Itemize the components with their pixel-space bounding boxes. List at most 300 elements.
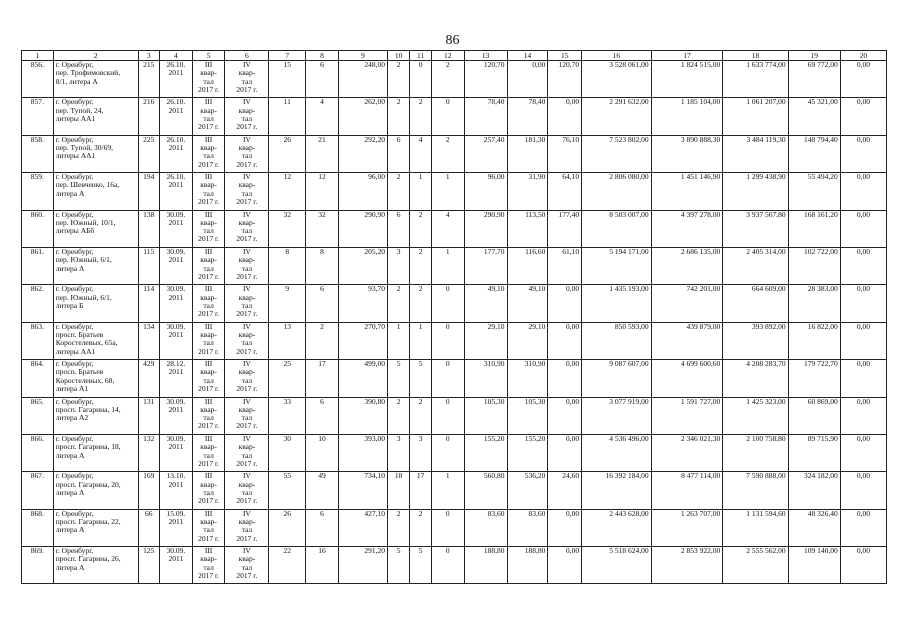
col-12-cell: 2 — [431, 135, 464, 172]
address-cell-line: пер. Южный, 6/1, — [55, 292, 112, 302]
date-cell — [160, 98, 193, 135]
col-3-cell: 225 — [138, 135, 159, 172]
quarter-start-cell-line: III — [204, 210, 213, 219]
quarter-end-cell-line: квар- — [238, 404, 256, 414]
quarter-end-cell-line: 2017 г. — [236, 533, 258, 543]
date-cell-line: 2011 — [168, 143, 184, 153]
quarter-end-cell — [225, 509, 269, 546]
row-number-cell: 862. — [22, 285, 54, 322]
row-number-cell: 860. — [22, 210, 54, 247]
col-13-cell: 290,90 — [464, 210, 507, 247]
quarter-end-cell-line: тал — [241, 487, 253, 497]
address-cell — [53, 509, 138, 546]
quarter-start-cell-line: III — [204, 434, 213, 443]
col-10-cell: 2 — [387, 173, 409, 210]
date-cell-line: 30.09. — [166, 284, 186, 294]
address-cell-line: Коростелевых, 68, — [55, 375, 115, 385]
table-row — [22, 61, 887, 98]
table-row — [22, 547, 887, 584]
quarter-start-cell-line: тал — [203, 263, 214, 273]
row-number-cell: 856. — [22, 61, 54, 98]
col-9-cell: 205,20 — [338, 247, 387, 284]
address-cell-line: пер. Тупой, 24, — [55, 105, 104, 115]
col-14-cell: 0,00 — [507, 61, 548, 98]
column-header-11: 11 — [410, 51, 431, 61]
table-row — [22, 210, 887, 247]
col-18-cell: 2 405 314,00 — [723, 247, 788, 284]
quarter-start-cell-line: III — [204, 284, 213, 294]
quarter-end-cell-line: 2017 г. — [236, 384, 258, 394]
col-13-cell: 310,90 — [464, 360, 507, 397]
col-9-cell: 427,10 — [338, 509, 387, 546]
quarter-start-cell — [192, 509, 225, 546]
quarter-start-cell — [192, 360, 225, 397]
address-cell-line: г. Оренбург, — [55, 172, 94, 182]
col-18-cell: 1 633 774,00 — [723, 61, 788, 98]
quarter-start-cell-line: квар- — [200, 330, 217, 340]
table-row — [22, 285, 887, 322]
table-row — [22, 472, 887, 509]
date-cell-line: 26.10. — [166, 135, 186, 144]
quarter-end-cell-line: IV — [242, 135, 251, 144]
date-cell — [160, 247, 193, 284]
col-16-cell: 16 392 184,00 — [582, 472, 652, 509]
col-10-cell: 2 — [387, 509, 409, 546]
date-cell-line: 30.09. — [166, 546, 186, 556]
quarter-start-cell-line: квар- — [200, 479, 217, 489]
col-14-cell: 83,60 — [507, 509, 548, 546]
date-cell-line: 2011 — [168, 180, 184, 190]
address-cell-line: просп. Гагарина, 18, — [55, 442, 121, 452]
column-header-14: 14 — [507, 51, 548, 61]
col-14-cell: 78,40 — [507, 98, 548, 135]
quarter-end-cell-line: 2017 г. — [236, 346, 258, 356]
col-14-cell: 188,80 — [507, 547, 548, 584]
quarter-start-cell — [192, 472, 225, 509]
address-cell-line: г. Оренбург, — [55, 135, 94, 144]
quarter-end-cell-line: 2017 г. — [236, 234, 258, 244]
address-cell-line: г. Оренбург, — [55, 210, 94, 219]
col-11-cell: 2 — [410, 98, 431, 135]
col-7-cell: 11 — [269, 98, 306, 135]
quarter-end-cell-line: IV — [242, 397, 251, 406]
address-cell — [53, 98, 138, 135]
quarter-start-cell — [192, 322, 225, 359]
quarter-start-cell-line: тал — [203, 151, 214, 161]
quarter-end-cell-line: тал — [241, 562, 253, 572]
col-17-cell: 439 879,00 — [651, 322, 723, 359]
quarter-start-cell-line: тал — [203, 525, 214, 535]
table-row — [22, 360, 887, 397]
col-19-cell: 324 182,00 — [788, 472, 840, 509]
col-8-cell: 49 — [306, 472, 339, 509]
quarter-start-cell-line: тал — [203, 487, 214, 497]
address-cell — [53, 210, 138, 247]
quarter-start-cell-line: квар- — [200, 105, 217, 115]
quarter-start-cell — [192, 547, 225, 584]
quarter-end-cell — [225, 434, 269, 471]
col-12-cell: 4 — [431, 210, 464, 247]
address-cell-line: литеры АА1 — [55, 113, 96, 123]
row-number-cell: 865. — [22, 397, 54, 434]
row-number-cell: 859. — [22, 173, 54, 210]
col-17-cell: 1 824 515,00 — [651, 61, 723, 98]
col-9-cell: 393,00 — [338, 434, 387, 471]
quarter-end-cell-line: IV — [242, 60, 251, 69]
col-13-cell: 188,80 — [464, 547, 507, 584]
col-15-cell: 0,00 — [548, 434, 582, 471]
quarter-end-cell-line: 2017 г. — [236, 421, 258, 431]
address-cell-line: г. Оренбург, — [55, 247, 94, 256]
col-13-cell: 49,10 — [464, 285, 507, 322]
col-12-cell: 2 — [431, 61, 464, 98]
date-cell-line: 2011 — [168, 68, 184, 78]
col-9-cell: 734,10 — [338, 472, 387, 509]
quarter-start-cell-line: 2017 г. — [198, 122, 220, 132]
address-cell-line: пер. Тупой, 30/69, — [55, 143, 113, 153]
col-15-cell: 0,00 — [548, 98, 582, 135]
col-18-cell: 1 061 207,00 — [723, 98, 788, 135]
row-number-cell: 866. — [22, 434, 54, 471]
quarter-end-cell-line: тал — [241, 450, 253, 460]
col-19-cell: 45 321,00 — [788, 98, 840, 135]
col-17-cell: 1 591 727,00 — [651, 397, 723, 434]
col-14-cell: 113,50 — [507, 210, 548, 247]
col-3-cell: 134 — [138, 322, 159, 359]
col-7-cell: 12 — [269, 173, 306, 210]
address-cell — [53, 247, 138, 284]
address-cell-line: литера А — [55, 562, 85, 572]
col-13-cell: 83,60 — [464, 509, 507, 546]
quarter-end-cell-line: 2017 г. — [236, 496, 258, 506]
quarter-end-cell-line: 2017 г. — [236, 159, 258, 169]
col-19-cell: 69 772,00 — [788, 61, 840, 98]
quarter-start-cell — [192, 397, 225, 434]
address-cell-line: г. Оренбург, — [55, 509, 94, 518]
col-17-cell: 1 185 104,00 — [651, 98, 723, 135]
quarter-end-cell-line: IV — [242, 471, 251, 481]
col-10-cell: 3 — [387, 247, 409, 284]
quarter-end-cell — [225, 397, 269, 434]
date-cell — [160, 285, 193, 322]
quarter-start-cell — [192, 61, 225, 98]
quarter-start-cell-line: 2017 г. — [198, 271, 220, 281]
column-header-2: 2 — [53, 51, 138, 61]
quarter-end-cell-line: тал — [241, 188, 253, 198]
col-17-cell: 4 397 278,00 — [651, 210, 723, 247]
quarter-end-cell-line: квар- — [238, 554, 256, 564]
quarter-end-cell-line: 2017 г. — [236, 271, 258, 281]
quarter-end-cell — [225, 210, 269, 247]
quarter-end-cell — [225, 173, 269, 210]
quarter-start-cell — [192, 135, 225, 172]
quarter-end-cell-line: квар- — [238, 442, 256, 452]
table-row — [22, 173, 887, 210]
col-11-cell: 2 — [410, 397, 431, 434]
col-17-cell: 742 201,00 — [651, 285, 723, 322]
quarter-start-cell-line: квар- — [200, 255, 217, 265]
col-13-cell: 257,40 — [464, 135, 507, 172]
col-8-cell: 2 — [306, 322, 339, 359]
quarter-end-cell-line: тал — [241, 151, 253, 161]
col-12-cell: 0 — [431, 322, 464, 359]
address-cell — [53, 61, 138, 98]
date-cell-line: 2011 — [168, 479, 184, 489]
col-7-cell: 55 — [269, 472, 306, 509]
col-8-cell: 21 — [306, 135, 339, 172]
table-row — [22, 98, 887, 135]
column-header-17: 17 — [651, 51, 723, 61]
col-17-cell: 2 346 021,30 — [651, 434, 723, 471]
address-cell-line: г. Оренбург, — [55, 434, 94, 443]
col-16-cell: 1 435 193,00 — [582, 285, 652, 322]
col-13-cell: 78,40 — [464, 98, 507, 135]
col-7-cell: 26 — [269, 509, 306, 546]
quarter-start-cell-line: 2017 г. — [198, 421, 220, 431]
address-cell-line: г. Оренбург, — [55, 471, 94, 481]
col-18-cell: 1 425 323,00 — [723, 397, 788, 434]
quarter-end-cell-line: IV — [242, 210, 251, 219]
col-12-cell: 1 — [431, 472, 464, 509]
quarter-start-cell-line: 2017 г. — [198, 384, 220, 394]
col-13-cell: 29,10 — [464, 322, 507, 359]
col-15-cell: 0,00 — [548, 322, 582, 359]
quarter-start-cell-line: квар- — [200, 180, 217, 190]
col-3-cell: 125 — [138, 547, 159, 584]
date-cell — [160, 509, 193, 546]
row-number-cell: 857. — [22, 98, 54, 135]
col-7-cell: 13 — [269, 322, 306, 359]
quarter-end-cell-line: тал — [241, 113, 253, 123]
address-cell — [53, 135, 138, 172]
col-19-cell: 16 822,00 — [788, 322, 840, 359]
quarter-end-cell-line: тал — [241, 375, 253, 385]
row-number-cell: 869. — [22, 547, 54, 584]
col-19-cell: 48 326,40 — [788, 509, 840, 546]
col-3-cell: 138 — [138, 210, 159, 247]
column-header-5: 5 — [192, 51, 225, 61]
col-11-cell: 1 — [410, 322, 431, 359]
col-16-cell: 7 523 802,00 — [582, 135, 652, 172]
quarter-start-cell-line: квар- — [200, 143, 217, 153]
table-row — [22, 397, 887, 434]
address-cell-line: г. Оренбург, — [55, 546, 94, 556]
col-19-cell: 89 715,90 — [788, 434, 840, 471]
col-20-cell: 0,00 — [840, 360, 886, 397]
col-3-cell: 132 — [138, 434, 159, 471]
col-14-cell: 29,10 — [507, 322, 548, 359]
col-20-cell: 0,00 — [840, 135, 886, 172]
col-17-cell: 1 263 707,00 — [651, 509, 723, 546]
quarter-start-cell-line: III — [204, 247, 213, 256]
col-8-cell: 17 — [306, 360, 339, 397]
quarter-end-cell-line: IV — [242, 97, 251, 107]
col-20-cell: 0,00 — [840, 61, 886, 98]
quarter-start-cell-line: 2017 г. — [198, 159, 220, 169]
col-3-cell: 115 — [138, 247, 159, 284]
quarter-end-cell — [225, 322, 269, 359]
quarter-end-cell-line: квар- — [238, 292, 256, 302]
quarter-end-cell-line: IV — [242, 434, 251, 443]
quarter-start-cell — [192, 247, 225, 284]
address-cell-line: г. Оренбург, — [55, 359, 94, 369]
date-cell-line: 2011 — [168, 255, 184, 265]
col-11-cell: 5 — [410, 360, 431, 397]
col-16-cell: 2 806 080,00 — [582, 173, 652, 210]
address-cell-line: пер. Южный, 10/1, — [55, 217, 116, 227]
quarter-start-cell-line: тал — [203, 375, 214, 385]
col-12-cell: 0 — [431, 360, 464, 397]
col-15-cell: 61,10 — [548, 247, 582, 284]
address-cell — [53, 322, 138, 359]
col-10-cell: 5 — [387, 360, 409, 397]
row-number-cell: 867. — [22, 472, 54, 509]
quarter-end-cell-line: тал — [241, 226, 253, 236]
column-header-4: 4 — [160, 51, 193, 61]
date-cell — [160, 434, 193, 471]
col-16-cell: 8 503 007,00 — [582, 210, 652, 247]
quarter-end-cell-line: IV — [242, 359, 251, 369]
col-19-cell: 28 383,00 — [788, 285, 840, 322]
col-8-cell: 6 — [306, 61, 339, 98]
quarter-end-cell-line: IV — [242, 284, 251, 294]
column-header-20: 20 — [840, 51, 886, 61]
quarter-end-cell-line: тал — [241, 263, 253, 273]
col-16-cell: 5 194 171,00 — [582, 247, 652, 284]
col-13-cell: 560,80 — [464, 472, 507, 509]
address-cell-line: г. Оренбург, — [55, 284, 94, 294]
address-cell-line: литера А — [55, 263, 85, 273]
column-header-18: 18 — [723, 51, 788, 61]
col-3-cell: 215 — [138, 61, 159, 98]
col-15-cell: 76,10 — [548, 135, 582, 172]
col-15-cell: 0,00 — [548, 360, 582, 397]
quarter-start-cell-line: тал — [203, 338, 214, 348]
col-20-cell: 0,00 — [840, 322, 886, 359]
quarter-end-cell-line: 2017 г. — [236, 197, 258, 207]
quarter-start-cell-line: квар- — [200, 68, 217, 78]
address-cell-line: пер. Южный, 6/1, — [55, 255, 112, 265]
col-19-cell: 60 869,00 — [788, 397, 840, 434]
col-10-cell: 6 — [387, 210, 409, 247]
quarter-start-cell-line: III — [204, 172, 213, 182]
col-12-cell: 0 — [431, 547, 464, 584]
col-19-cell: 148 794,40 — [788, 135, 840, 172]
col-16-cell: 3 077 919,00 — [582, 397, 652, 434]
address-cell-line: г. Оренбург, — [55, 322, 94, 331]
quarter-end-cell-line: тал — [241, 413, 253, 423]
col-16-cell: 2 291 632,00 — [582, 98, 652, 135]
quarter-start-cell-line: тал — [203, 188, 214, 198]
col-7-cell: 25 — [269, 360, 306, 397]
quarter-end-cell — [225, 360, 269, 397]
quarter-start-cell-line: III — [204, 322, 213, 331]
column-header-7: 7 — [269, 51, 306, 61]
date-cell-line: 2011 — [168, 404, 184, 414]
quarter-end-cell-line: квар- — [238, 180, 256, 190]
address-cell-line: литеры АА1 — [55, 346, 96, 356]
col-7-cell: 30 — [269, 434, 306, 471]
col-11-cell: 5 — [410, 547, 431, 584]
col-8-cell: 32 — [306, 210, 339, 247]
col-16-cell: 9 087 607,00 — [582, 360, 652, 397]
col-15-cell: 0,00 — [548, 285, 582, 322]
col-8-cell: 10 — [306, 434, 339, 471]
col-12-cell: 0 — [431, 397, 464, 434]
col-16-cell: 2 443 628,00 — [582, 509, 652, 546]
col-11-cell: 4 — [410, 135, 431, 172]
date-cell — [160, 472, 193, 509]
col-11-cell: 17 — [410, 472, 431, 509]
address-cell — [53, 434, 138, 471]
address-cell-line: литера А2 — [55, 413, 89, 423]
col-11-cell: 0 — [410, 61, 431, 98]
quarter-start-cell-line: 2017 г. — [198, 84, 220, 94]
col-18-cell: 4 208 283,70 — [723, 360, 788, 397]
quarter-start-cell-line: III — [204, 509, 213, 518]
col-15-cell: 64,10 — [548, 173, 582, 210]
date-cell-line: 30.09. — [166, 434, 186, 443]
col-8-cell: 6 — [306, 509, 339, 546]
col-7-cell: 26 — [269, 135, 306, 172]
col-14-cell: 536,20 — [507, 472, 548, 509]
quarter-end-cell-line: тал — [241, 525, 253, 535]
col-14-cell: 310,90 — [507, 360, 548, 397]
row-number-cell: 868. — [22, 509, 54, 546]
quarter-end-cell-line: 2017 г. — [236, 122, 258, 132]
col-20-cell: 0,00 — [840, 472, 886, 509]
col-12-cell: 0 — [431, 509, 464, 546]
quarter-start-cell-line: тал — [203, 300, 214, 310]
date-cell-line: 28.12. — [166, 359, 186, 369]
address-cell — [53, 360, 138, 397]
date-cell-line: 2011 — [168, 292, 184, 302]
page-number: 86 — [445, 33, 460, 48]
quarter-end-cell — [225, 247, 269, 284]
col-3-cell: 194 — [138, 173, 159, 210]
col-10-cell: 1 — [387, 322, 409, 359]
quarter-start-cell-line: III — [204, 97, 213, 107]
quarter-end-cell — [225, 547, 269, 584]
column-header-19: 19 — [788, 51, 840, 61]
quarter-end-cell-line: IV — [242, 247, 251, 256]
row-number-cell: 863. — [22, 322, 54, 359]
quarter-start-cell-line: III — [204, 60, 213, 69]
quarter-end-cell-line: квар- — [238, 68, 256, 78]
date-cell-line: 26.10. — [166, 60, 186, 69]
col-12-cell: 0 — [431, 285, 464, 322]
address-cell-line: литеры АА1 — [55, 151, 96, 161]
col-9-cell: 270,70 — [338, 322, 387, 359]
col-14-cell: 181,30 — [507, 135, 548, 172]
column-header-8: 8 — [306, 51, 339, 61]
row-number-cell: 864. — [22, 360, 54, 397]
address-cell-line: Коростелевых, 65а, — [55, 338, 118, 348]
column-header-15: 15 — [548, 51, 582, 61]
col-10-cell: 2 — [387, 98, 409, 135]
date-cell — [160, 397, 193, 434]
col-20-cell: 0,00 — [840, 247, 886, 284]
column-header-3: 3 — [138, 51, 159, 61]
col-12-cell: 0 — [431, 434, 464, 471]
quarter-end-cell-line: 2017 г. — [236, 309, 258, 319]
quarter-start-cell-line: 2017 г. — [198, 234, 220, 244]
quarter-start-cell-line: III — [204, 135, 213, 144]
address-cell-line: просп. Гагарина, 26, — [55, 554, 121, 564]
col-15-cell: 0,00 — [548, 509, 582, 546]
quarter-end-cell-line: квар- — [238, 105, 256, 115]
col-19-cell: 168 161,20 — [788, 210, 840, 247]
